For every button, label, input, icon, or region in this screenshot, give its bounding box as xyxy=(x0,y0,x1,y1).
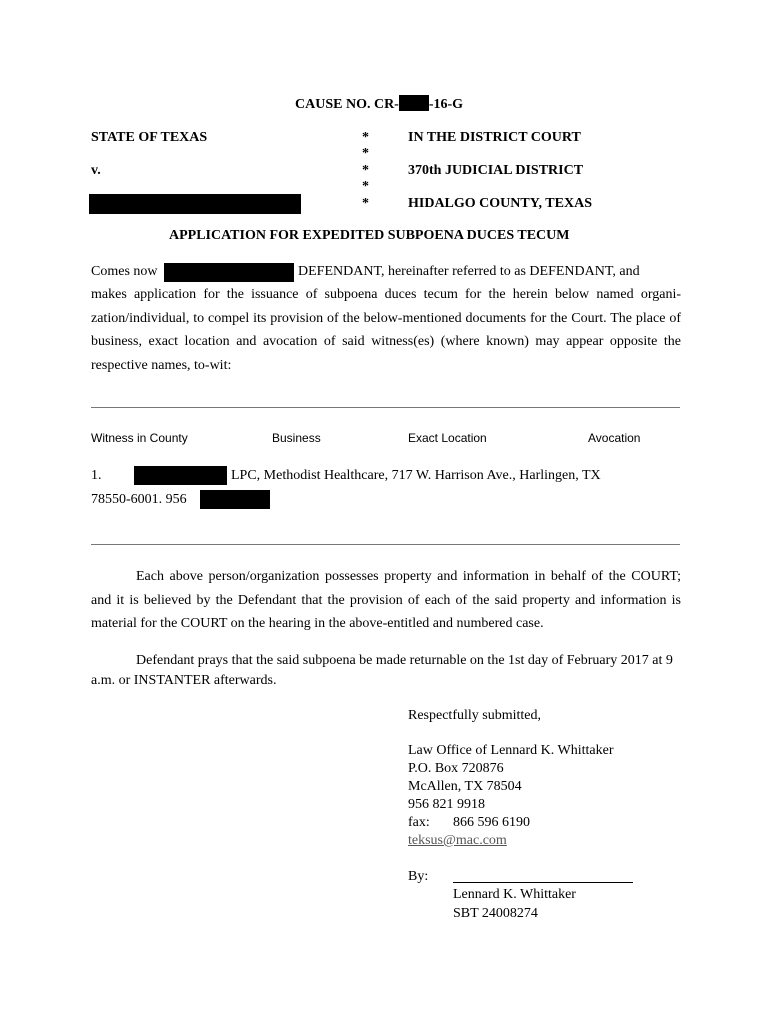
district-court: IN THE DISTRICT COURT xyxy=(408,130,581,145)
by-label: By: xyxy=(408,869,429,884)
document-title: APPLICATION FOR EXPEDITED SUBPOENA DUCES TECUM xyxy=(169,228,570,243)
intro-rest1: DEFENDANT, hereinafter referred to as DEFENDANT, and xyxy=(298,264,640,279)
asterisk-3: * xyxy=(362,163,369,178)
asterisk-5: * xyxy=(362,196,369,211)
redaction-cause xyxy=(399,95,429,111)
closing: Respectfully submitted, xyxy=(408,708,541,723)
asterisk-4: * xyxy=(362,179,369,194)
divider-top xyxy=(91,407,680,408)
intro-paragraph: makes application for the issuance of subpoena duces tecum for the herein below named organi-zation/individual, to compel its provision of the below-mentioned documents for the Court. The place of business, exact location and avocation of said witness(es) (where known) may appear opposite the respective names, to-wit: xyxy=(91,287,681,373)
fax-label: fax: xyxy=(408,815,430,830)
asterisk-1: * xyxy=(362,130,369,145)
asterisk-2: * xyxy=(362,146,369,161)
phone: 956 821 9918 xyxy=(408,797,485,812)
firm-name: Law Office of Lennard K. Whittaker xyxy=(408,743,614,758)
witness-line1: LPC, Methodist Healthcare, 717 W. Harrison Ave., Harlingen, TX xyxy=(231,468,601,483)
cause-suffix: -16-G xyxy=(428,97,464,112)
body-paragraph-2: Defendant prays that the said subpoena be made returnable on the 1st day of February 2017 at 9 a.m. or INSTANTER afterwards. xyxy=(91,653,673,688)
divider-bottom xyxy=(91,544,680,545)
header-location: Exact Location xyxy=(408,431,487,445)
header-avocation: Avocation xyxy=(588,431,641,445)
email-link[interactable]: teksus@mac.com xyxy=(408,833,507,848)
redaction-witness-name xyxy=(134,466,227,485)
cause-prefix: CAUSE NO. CR- xyxy=(295,97,399,112)
body-paragraph-1: Each above person/organization possesses property and information in behalf of the COURT; and it is believed by the Defendant that the provision of each of the said property and information is material for the COURT on the hearing in the above-entitled and numbered case. xyxy=(91,569,681,631)
city-state-zip: McAllen, TX 78504 xyxy=(408,779,522,794)
cause-number xyxy=(295,95,463,113)
versus-label: v. xyxy=(91,163,101,178)
witness-line2: 78550-6001. 956 xyxy=(91,492,187,507)
intro-lead: Comes now xyxy=(91,264,158,279)
redaction-witness-phone xyxy=(200,490,270,509)
county: HIDALGO COUNTY, TEXAS xyxy=(408,196,592,211)
state-of-texas: STATE OF TEXAS xyxy=(91,130,208,145)
fax-number: 866 596 6190 xyxy=(453,815,530,830)
judicial-district: 370th JUDICIAL DISTRICT xyxy=(408,163,584,178)
po-box: P.O. Box 720876 xyxy=(408,761,504,776)
signer-name: Lennard K. Whittaker xyxy=(453,887,576,902)
redaction-defendant-name xyxy=(89,194,301,214)
redaction-defendant-intro xyxy=(164,263,294,282)
bar-number: SBT 24008274 xyxy=(453,906,538,921)
signature-line xyxy=(453,882,633,883)
header-witness: Witness in County xyxy=(91,431,188,445)
header-business: Business xyxy=(272,431,321,445)
witness-number: 1. xyxy=(91,468,102,483)
